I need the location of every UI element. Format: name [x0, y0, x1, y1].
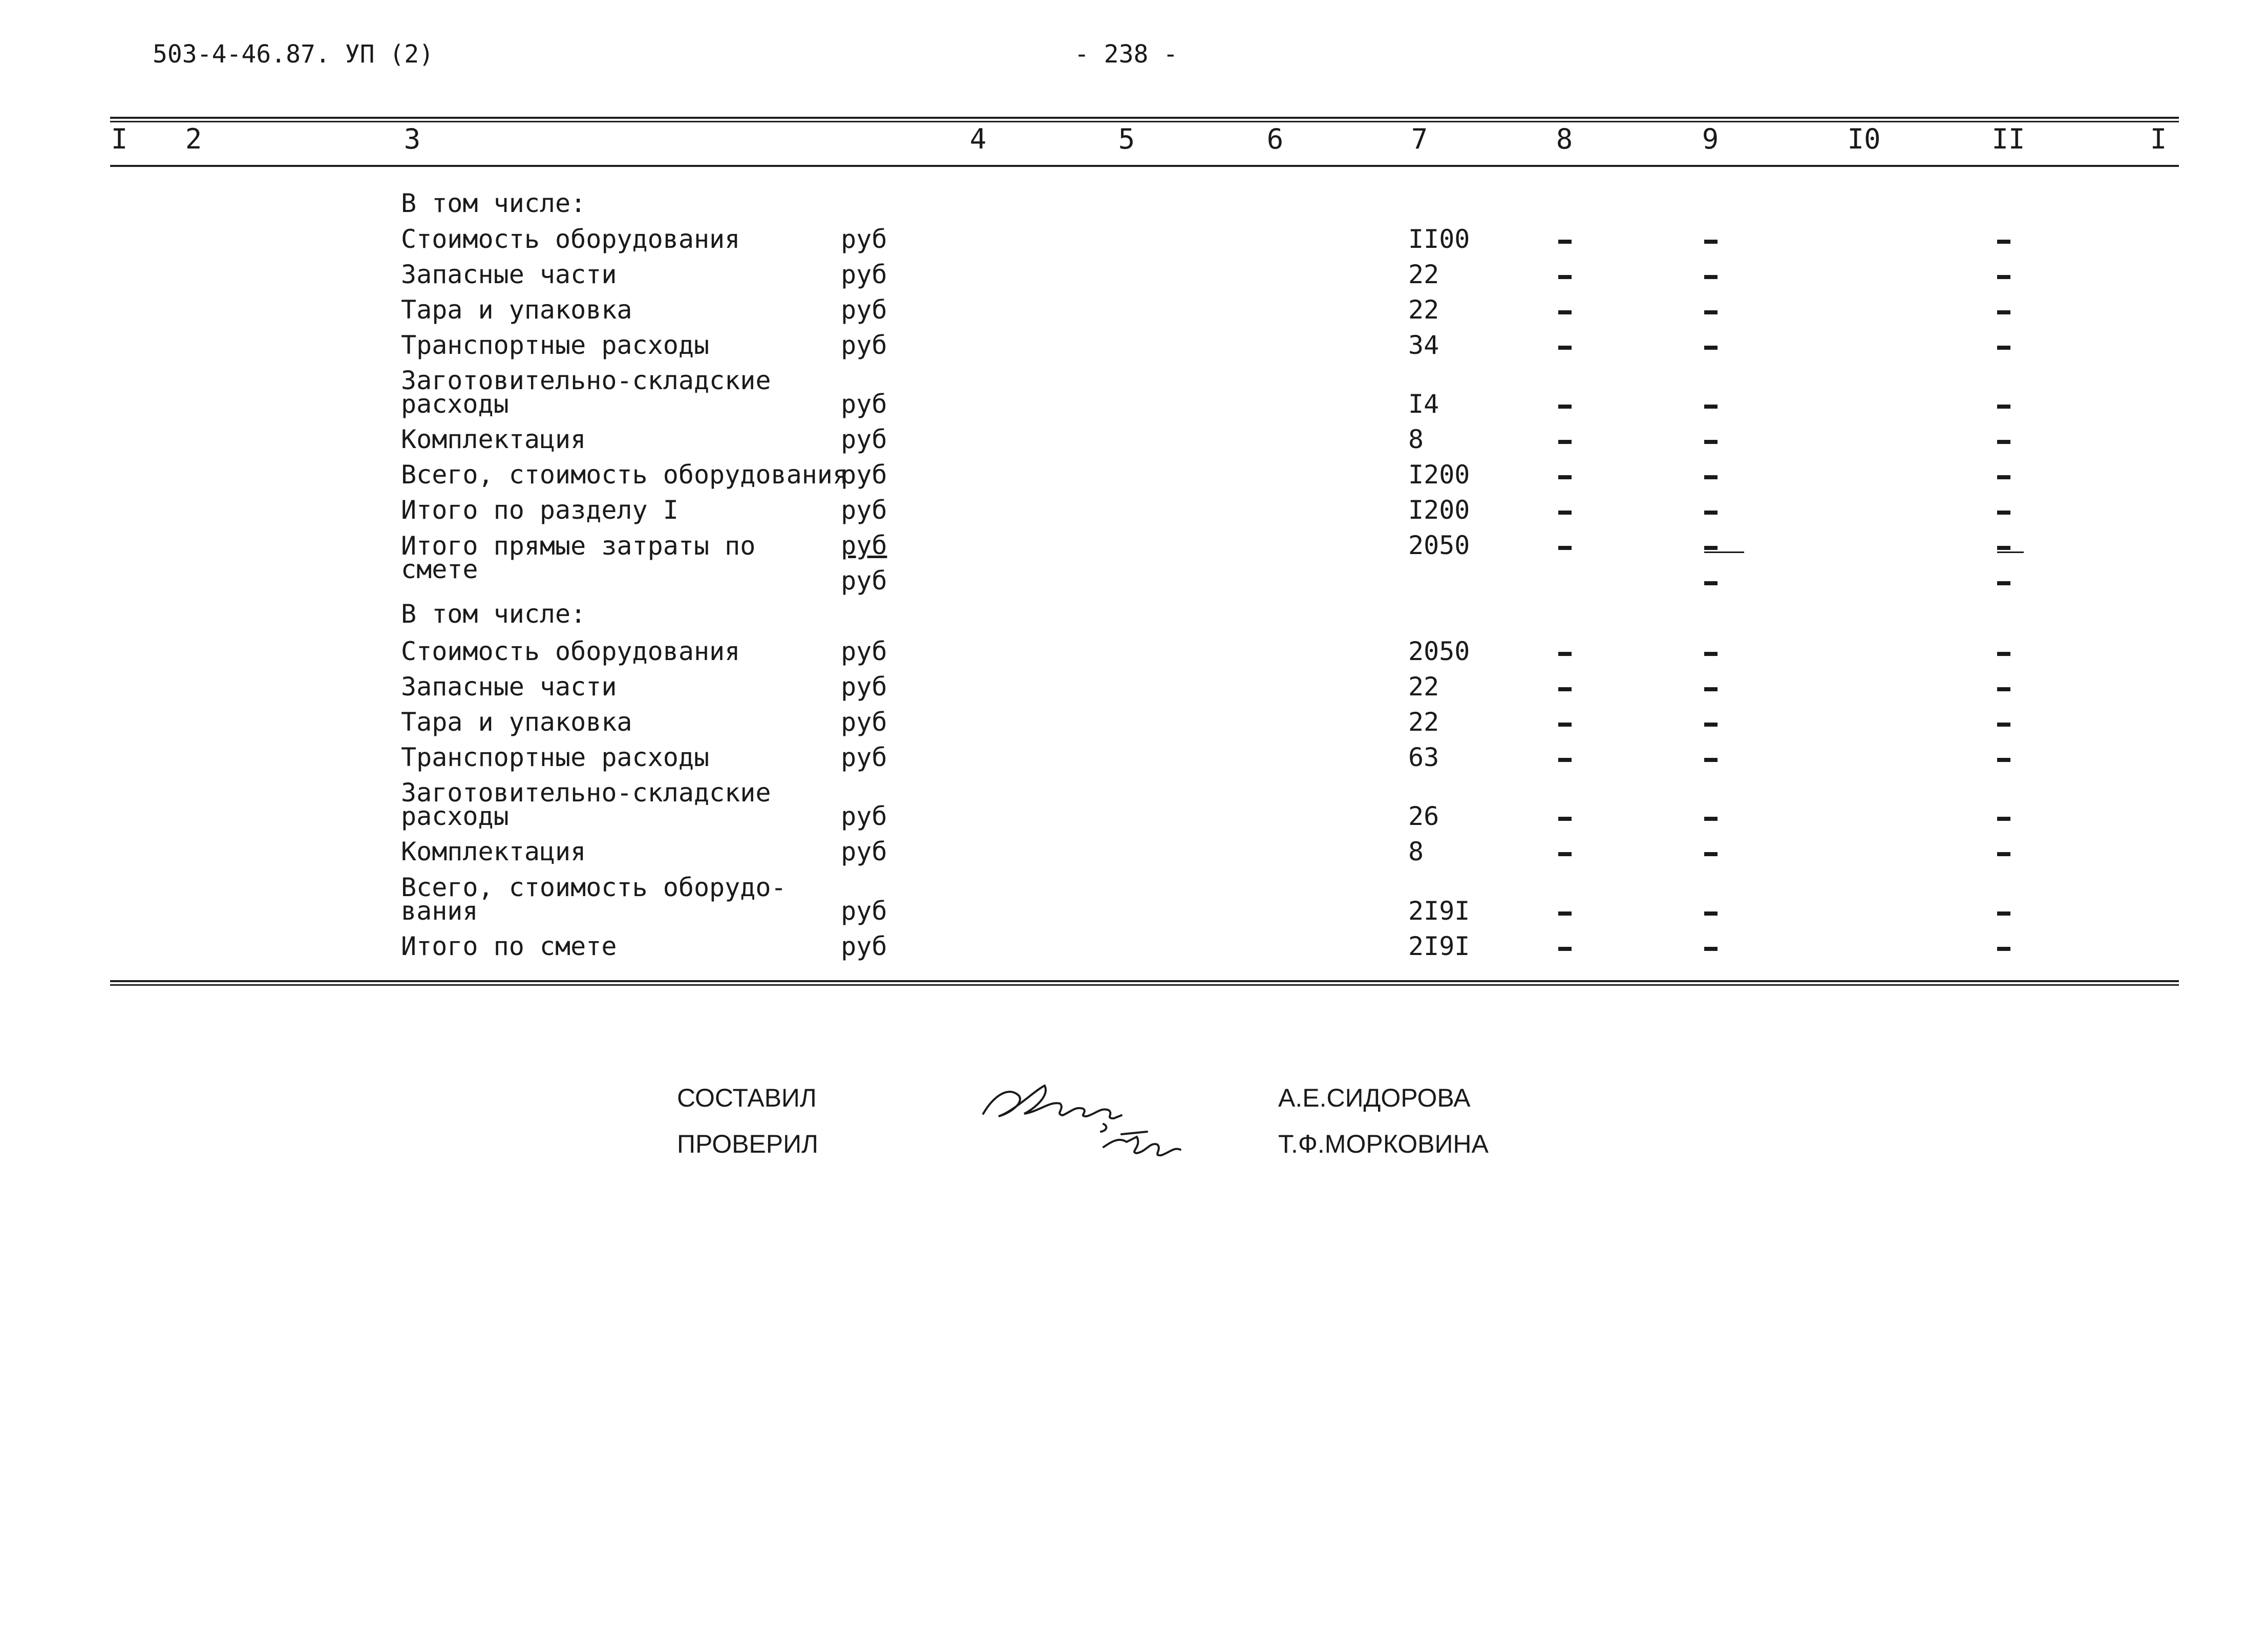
- dash-mark: [1997, 911, 2010, 916]
- dash-mark: [1558, 947, 1572, 951]
- row-value: 22: [1408, 707, 1439, 737]
- row-value: 2I9I: [1408, 896, 1470, 926]
- dash-mark: [1997, 240, 2010, 244]
- document-code: 503-4-46.87. УП (2): [153, 40, 434, 69]
- row-value: 63: [1408, 743, 1439, 772]
- row-name: Запасные части: [401, 672, 617, 702]
- row-unit: руб: [841, 743, 887, 772]
- row-name: Итого прямые затраты по смете: [401, 531, 756, 584]
- table-bottom-rule-inner: [110, 984, 2179, 986]
- row-value: 8: [1408, 425, 1424, 454]
- table-row: [0, 321, 2268, 360]
- dash-mark: [1704, 275, 1718, 279]
- table-row: [0, 250, 2268, 289]
- table-row: [0, 828, 2268, 866]
- row-value: II00: [1408, 224, 1470, 254]
- subheading: В том числе:: [401, 188, 586, 218]
- dash-mark: [1704, 947, 1718, 951]
- table-row: [0, 451, 2268, 490]
- table-row: [0, 215, 2268, 254]
- row-unit: руб: [841, 460, 887, 490]
- table-row: [0, 733, 2268, 772]
- row-value: I4: [1408, 389, 1439, 419]
- dash-mark: [1704, 687, 1718, 691]
- dash-mark: [1997, 817, 2010, 821]
- table-row: [0, 698, 2268, 737]
- dash-mark: [1558, 275, 1572, 279]
- row-name: Стоимость оборудования: [401, 224, 740, 254]
- column-number: I: [111, 123, 128, 155]
- dash-mark: [1997, 687, 2010, 691]
- column-number: 7: [1411, 123, 1428, 155]
- row-name: Транспортные расходы: [401, 743, 710, 772]
- row-unit: руб: [841, 566, 887, 596]
- compiled-name: А.Е.СИДОРОВА: [1278, 1084, 1471, 1112]
- row-name: Тара и упаковка: [401, 295, 632, 325]
- table-row: [0, 778, 2268, 831]
- dash-mark: [1704, 652, 1718, 656]
- row-unit: руб: [841, 295, 887, 325]
- row-unit: руб: [841, 707, 887, 737]
- dash-mark: [1997, 440, 2010, 444]
- dash-mark: [1997, 758, 2010, 762]
- row-unit: руб: [841, 425, 887, 454]
- dash-mark: [1704, 346, 1718, 350]
- dash-mark: [1704, 511, 1718, 515]
- row-value: 2I9I: [1408, 931, 1470, 961]
- dash-mark: [1704, 581, 1718, 585]
- underline-mark: [1997, 552, 2024, 553]
- table-bottom-rule: [110, 980, 2179, 982]
- row-name: Всего, стоимость оборудо- вания: [401, 873, 787, 926]
- dash-mark: [1704, 440, 1718, 444]
- row-name: Комплектация: [401, 425, 586, 454]
- dash-mark: [1997, 475, 2010, 479]
- table-top-rule-inner: [110, 121, 2179, 122]
- dash-mark: [1558, 440, 1572, 444]
- row-unit: руб: [841, 637, 887, 666]
- dash-mark: [1558, 405, 1572, 409]
- row-value: 2050: [1408, 531, 1470, 560]
- row-name: Всего, стоимость оборудования: [401, 460, 848, 490]
- dash-mark: [1997, 275, 2010, 279]
- dash-mark: [1704, 758, 1718, 762]
- dash-mark: [1558, 652, 1572, 656]
- row-value: 26: [1408, 801, 1439, 831]
- row-value: 22: [1408, 295, 1439, 325]
- row-name: Стоимость оборудования: [401, 637, 740, 666]
- row-value: 2050: [1408, 637, 1470, 666]
- column-number: 6: [1266, 123, 1284, 155]
- dash-mark: [1558, 817, 1572, 821]
- table-row: [0, 486, 2268, 525]
- column-number: I0: [1847, 123, 1881, 155]
- row-name: Заготовительно-складские расходы: [401, 778, 771, 831]
- dash-mark: [1704, 310, 1718, 314]
- dash-mark: [1704, 240, 1718, 244]
- page-number: - 238 -: [1074, 40, 1178, 69]
- signature-mark: [973, 1065, 1239, 1173]
- dash-mark: [1558, 346, 1572, 350]
- dash-mark: [1558, 911, 1572, 916]
- dash-mark: [1558, 687, 1572, 691]
- dash-mark: [1558, 511, 1572, 515]
- dash-mark: [1558, 723, 1572, 727]
- row-unit: руб: [841, 260, 887, 289]
- row-unit: руб: [841, 801, 887, 831]
- row-name: Заготовительно-складские расходы: [401, 366, 771, 419]
- row-unit: руб: [841, 931, 887, 961]
- compiled-label: СОСТАВИЛ: [677, 1084, 817, 1112]
- row-value: 22: [1408, 260, 1439, 289]
- column-number: I: [2150, 123, 2167, 155]
- dash-mark: [1997, 310, 2010, 314]
- column-number: 9: [1702, 123, 1719, 155]
- row-unit: руб: [841, 224, 887, 254]
- dash-mark: [1997, 652, 2010, 656]
- row-value: I200: [1408, 495, 1470, 525]
- column-number: 4: [969, 123, 987, 155]
- checked-name: Т.Ф.МОРКОВИНА: [1278, 1130, 1489, 1158]
- column-number: 2: [185, 123, 202, 155]
- row-unit: руб: [841, 330, 887, 360]
- table-row: [0, 627, 2268, 666]
- row-unit: руб: [841, 837, 887, 866]
- dash-mark: [1997, 405, 2010, 409]
- dash-mark: [1704, 817, 1718, 821]
- dash-mark: [1558, 310, 1572, 314]
- row-name: Транспортные расходы: [401, 330, 710, 360]
- table-row: [0, 663, 2268, 702]
- column-number: 5: [1118, 123, 1135, 155]
- dash-mark: [1704, 546, 1718, 550]
- table-row: [0, 286, 2268, 325]
- dash-mark: [1997, 947, 2010, 951]
- row-unit: руб: [841, 531, 887, 560]
- dash-mark: [1704, 475, 1718, 479]
- row-value: 34: [1408, 330, 1439, 360]
- table-row: [0, 557, 2268, 596]
- dash-mark: [1997, 546, 2010, 550]
- row-unit: руб: [841, 389, 887, 419]
- dash-mark: [1704, 852, 1718, 856]
- dash-mark: [1558, 758, 1572, 762]
- row-value: I200: [1408, 460, 1470, 490]
- dash-mark: [1558, 852, 1572, 856]
- row-unit: руб: [841, 896, 887, 926]
- row-unit: руб: [841, 672, 887, 702]
- row-name: Итого по разделу I: [401, 495, 679, 525]
- table-row: [0, 873, 2268, 926]
- dash-mark: [1558, 546, 1572, 550]
- dash-mark: [1704, 911, 1718, 916]
- dash-mark: [1704, 723, 1718, 727]
- checked-label: ПРОВЕРИЛ: [677, 1130, 818, 1158]
- dash-mark: [1558, 240, 1572, 244]
- dash-mark: [1997, 723, 2010, 727]
- table-row: [0, 366, 2268, 419]
- row-name: Тара и упаковка: [401, 707, 632, 737]
- dash-mark: [1997, 581, 2010, 585]
- row-unit: руб: [841, 495, 887, 525]
- header-bottom-rule: [110, 165, 2179, 167]
- dash-mark: [1704, 405, 1718, 409]
- row-name: Запасные части: [401, 260, 617, 289]
- row-name: Итого по смете: [401, 931, 617, 961]
- dash-mark: [1997, 852, 2010, 856]
- row-value: 8: [1408, 837, 1424, 866]
- dash-mark: [1558, 475, 1572, 479]
- column-number: 3: [404, 123, 421, 155]
- dash-mark: [1997, 511, 2010, 515]
- table-top-rule: [110, 117, 2179, 119]
- table-row: [0, 922, 2268, 961]
- dash-mark: [1997, 346, 2010, 350]
- column-number: II: [1991, 123, 2025, 155]
- column-number: 8: [1556, 123, 1573, 155]
- row-value: 22: [1408, 672, 1439, 702]
- underline-mark: [1704, 552, 1744, 553]
- subheading: В том числе:: [401, 599, 586, 629]
- table-row: [0, 415, 2268, 454]
- row-name: Комплектация: [401, 837, 586, 866]
